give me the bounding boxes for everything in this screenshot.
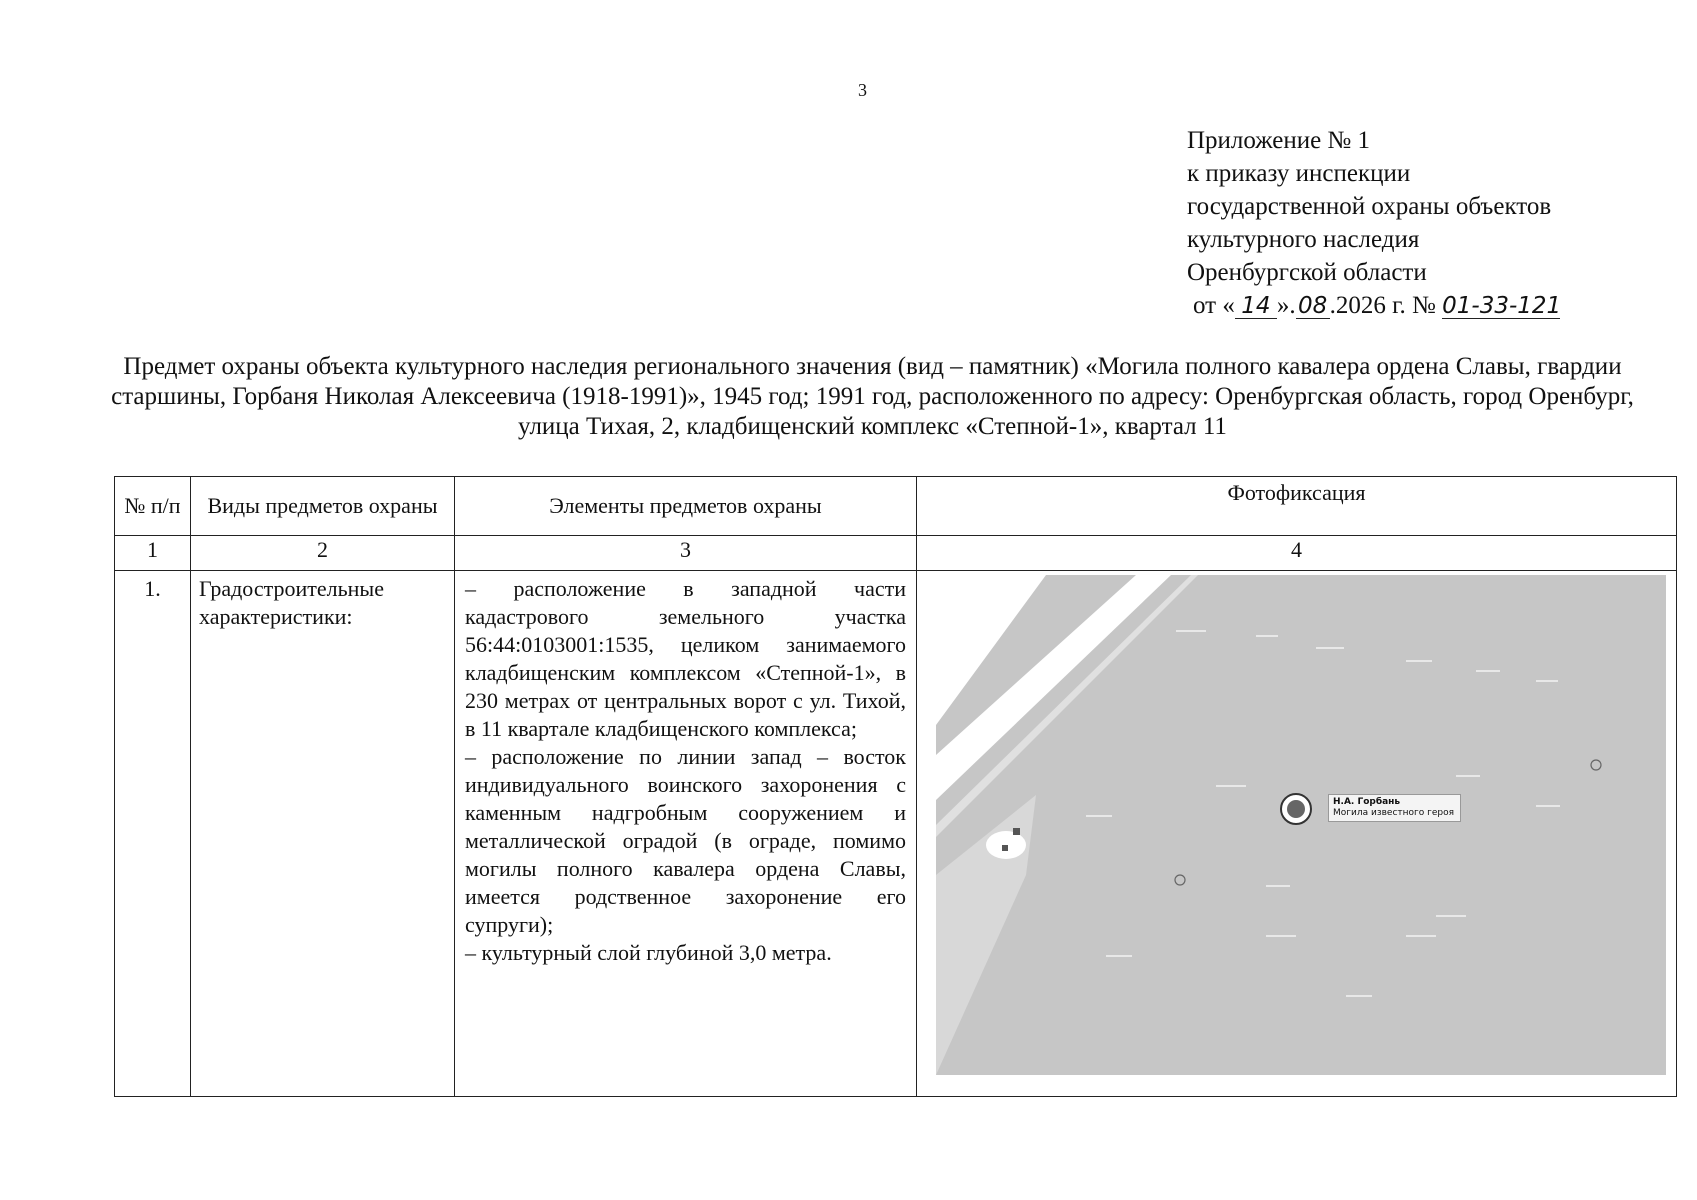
date-prefix: от « [1193,292,1235,319]
map-marker-label [1328,794,1461,822]
photo-cell [917,571,1677,1097]
col-number: 2 [191,536,455,571]
col-number: 1 [115,536,191,571]
col-number: 3 [455,536,917,571]
appendix-block [1187,124,1560,322]
element-item: – расположение в западной части кадастрового земельного участка 56:44:0103001:1535, целиком занимаемого кладбищенским комплексом «Степной-1», в 230 метрах от центральных ворот с ул. Тихой, в 11 квартале кладбищенского комплекса; [465,576,906,741]
table-header-row [115,477,1677,536]
document-title: Предмет охраны объекта культурного наследия регионального значения (вид – памятник) «Могила полного кавалера ордена Славы, гвардии старшины, Горбаня Николая Алексеевича (1918-1991)», 1945 год; 1991 год, расположенного по адресу: Оренбургская область, город Оренбург, улица Тихая, 2, кладбищенский комплекс «Степной-1», квартал 11 [111,353,1634,440]
header-type: Виды предметов охраны [191,477,455,536]
appendix-line: государственной охраны объектов [1187,193,1552,220]
appendix-line: Приложение № 1 [1187,127,1371,154]
element-item: – расположение по линии запад – восток индивидуального воинского захоронения с каменным надгробным сооружением и металлической оградой (в ограде, помимо могилы полного кавалера ордена Славы, имеется родственное захоронение его супруги); [465,744,906,937]
appendix-date-line [1193,289,1560,322]
date-year: .2026 г. № [1329,292,1436,319]
appendix-line: культурного наследия [1187,226,1420,253]
appendix-line: Оренбургской области [1187,259,1427,286]
handwritten-day: 14 [1235,294,1277,319]
protection-table [114,476,1677,1097]
page-number: 3 [858,80,867,100]
appendix-line: к приказу инспекции [1187,160,1411,187]
date-sep: ». [1276,292,1296,319]
column-number-row [115,536,1677,571]
col-number: 4 [917,536,1677,571]
row-number: 1. [115,571,191,1097]
element-item: – культурный слой глубиной 3,0 метра. [465,940,832,965]
handwritten-order-number: 01-33-121 [1442,293,1562,319]
header-elements: Элементы предметов охраны [455,477,917,536]
map-graphic [936,575,1666,1075]
header-num: № п/п [115,477,191,536]
marker-subtitle: Могила известного героя [1333,808,1455,818]
header-photo: Фотофиксация [917,477,1677,536]
table-row [115,571,1677,1097]
row-type: Градостроительные характеристики: [191,571,455,1097]
handwritten-month: 08 [1296,294,1330,319]
map-image [936,575,1666,1075]
row-elements [455,571,917,1097]
marker-title: Н.А. Горбань [1333,797,1401,807]
